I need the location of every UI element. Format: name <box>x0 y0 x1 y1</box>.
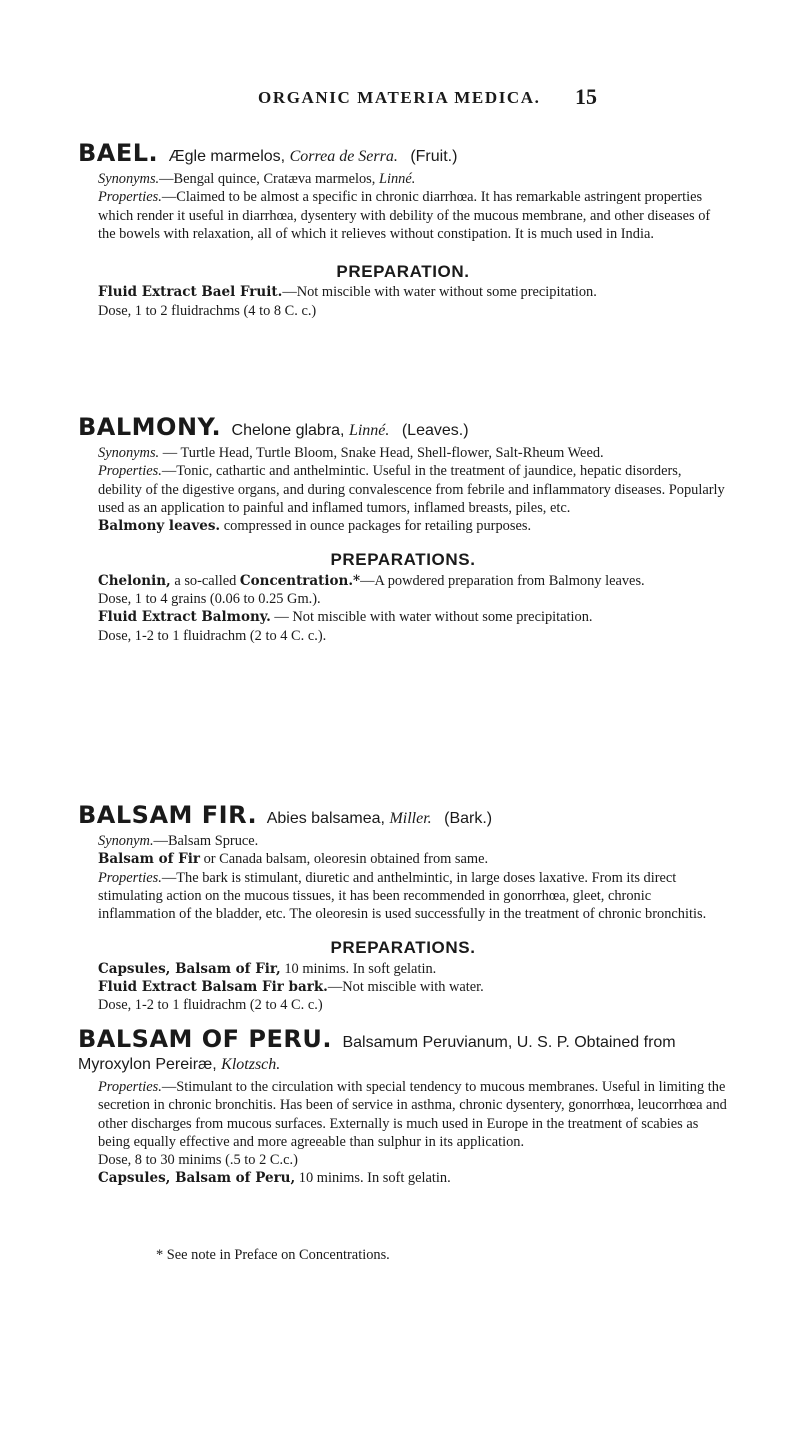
preparations-heading: PREPARATIONS. <box>330 550 476 570</box>
botanical-authority: Miller. <box>389 810 432 827</box>
properties: Properties.—The bark is stimulant, diuretic and anthelmintic, in large doses laxative. From its direct stimulating action on the mucous tissues, it has been recommended in gonorrhœa, gleet, chronic inflammation of the bladder, etc. The oleoresin is used successfully in the treatment of chronic bronchitis. <box>98 869 707 923</box>
botanical-name: Abies balsamea, <box>266 810 385 827</box>
running-head <box>0 84 800 112</box>
synonyms: Synonyms. — Turtle Head, Turtle Bloom, Snake Head, Shell-flower, Salt-Rheum Weed. <box>98 445 604 461</box>
botanical-authority: Correa de Serra. <box>289 148 398 165</box>
synonyms: Synonyms.—Bengal quince, Cratæva marmelos, Linné. <box>98 171 416 187</box>
headword: BALMONY. <box>78 413 222 441</box>
plant-part: (Leaves.) <box>401 422 469 439</box>
properties: Properties.—Claimed to be almost a specific in chronic diarrhœa. It has remarkable astringent properties which render it useful in diarrhœa, dysentery with debility of the mucous membrane, and other diseases of the bowels with relaxation, all of which it relieves without constipation. It is much used in India. <box>98 189 711 242</box>
preparation-heading: PREPARATION. <box>336 262 470 282</box>
plant-part: (Fruit.) <box>410 148 458 165</box>
entry-balsam-fir <box>78 801 728 1015</box>
entry-balmony <box>78 413 728 645</box>
entry-bael <box>78 139 728 320</box>
headword: BALSAM FIR. <box>78 801 258 829</box>
entry-heading <box>78 413 728 442</box>
balsam-of-fir-note: Balsam of Fir or Canada balsam, oleoresin obtained from same. <box>98 851 489 868</box>
preparation-item: Capsules, Balsam of Fir, 10 minims. In soft gelatin. <box>98 960 437 977</box>
capsules-item: Capsules, Balsam of Peru, 10 minims. In soft gelatin. <box>98 1170 451 1187</box>
entry-balsam-of-peru <box>78 1025 728 1188</box>
headword: BALSAM OF PERU. <box>78 1025 332 1053</box>
running-title: ORGANIC MATERIA MEDICA. <box>258 88 541 107</box>
preparation-item: Fluid Extract Balsam Fir bark.—Not miscible with water. Dose, 1-2 to 1 fluidrachm (2 to 4 C. c.) <box>98 979 484 1014</box>
page-number: 15 <box>575 84 597 109</box>
preparation-item: Fluid Extract Balmony. — Not miscible with water without some precipitation. Dose, 1-2 to 1 fluidrachm (2 to 4 C. c.). <box>98 609 593 644</box>
synonyms: Synonym.—Balsam Spruce. <box>98 833 259 849</box>
entry-heading <box>78 139 728 168</box>
plant-part: (Bark.) <box>444 810 493 827</box>
botanical-authority: Klotzsch. <box>221 1056 281 1073</box>
balmony-leaves-note: Balmony leaves. compressed in ounce packages for retailing purposes. <box>98 518 532 535</box>
properties: Properties.—Tonic, cathartic and anthelmintic. Useful in the treatment of jaundice, hepatic disorders, debility of the digestive organs, and during convalescence from febrile and inflammatory diseases. Popularly used as an application to painful and inflamed tumors, inflamed breasts, piles, etc. <box>98 463 725 516</box>
preparation-item: Chelonin, a so-called Concentration.*—A powdered preparation from Balmony leaves. Dose, 1 to 4 grains (0.06 to 0.25 Gm.). <box>98 572 645 608</box>
botanical-authority: Linné. <box>348 422 390 439</box>
footnote: * See note in Preface on Concentrations. <box>156 1247 390 1263</box>
preparations-heading: PREPARATIONS. <box>330 938 476 958</box>
preparation-item: Fluid Extract Bael Fruit.—Not miscible with water without some precipitation. Dose, 1 to 2 fluidrachms (4 to 8 C. c.) <box>98 284 597 319</box>
botanical-name: Chelone glabra, <box>231 422 345 439</box>
entry-heading <box>78 801 728 830</box>
botanical-name: Balsamum Peruvianum, U. S. P. Obtained from Myroxylon Pereiræ, <box>78 1034 676 1073</box>
headword: BAEL. <box>78 139 159 167</box>
dose: Dose, 8 to 30 minims (.5 to 2 C.c.) <box>98 1152 298 1169</box>
properties: Properties.—Stimulant to the circulation with special tendency to mucous membranes. Useful in limiting the secretion in chronic bronchitis. Has been of service in asthma, chronic dysentery, gonorrhœa, leucorrhœa and other discharges from mucous surfaces. Externally is much used in Europe in the treatment of scabies as being equally effective and more agreeable than sulphur in its application. <box>98 1079 727 1150</box>
botanical-name: Ægle marmelos, <box>168 148 286 165</box>
entry-heading <box>78 1025 728 1076</box>
